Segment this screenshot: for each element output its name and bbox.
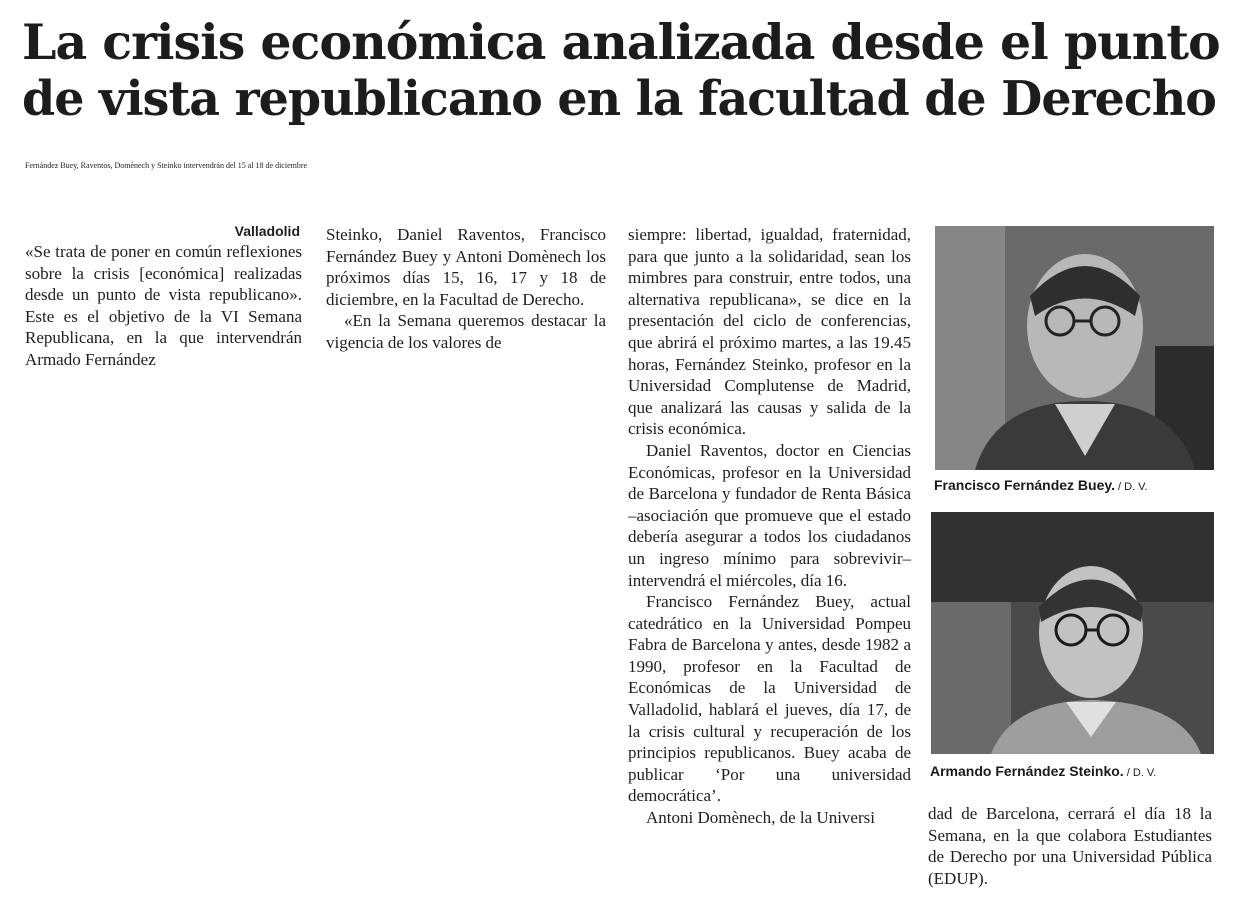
portrait-illustration bbox=[931, 512, 1214, 754]
article-column-4 bbox=[928, 803, 1212, 889]
paragraph: Francisco Fernández Buey, actual catedrático en la Universidad Pompeu Fabra de Barcelona y antes, desde 1982 a 1990, profesor en la Facultad de Económicas de la Universidad de Valladolid, hablará el jueves, día 17, de la crisis cultural y recuperación de los principios republicanos. Buey acaba de publicar ‘Por una universidad democrática’. bbox=[628, 592, 911, 806]
paragraph: Daniel Raventos, doctor en Ciencias Económicas, profesor en la Universidad de Barcelona y fundador de Renta Básica –asociación que promueve que el estado debería asegurar a todos los ciudadanos un ingreso mínimo para sobrevivir– intervendrá el miércoles, día 16. bbox=[628, 440, 911, 590]
caption-name: Francisco Fernández Buey. bbox=[934, 477, 1116, 493]
headline-line-1: La crisis económica analizada desde el punto bbox=[22, 13, 1220, 71]
caption-credit: / D. V. bbox=[1118, 481, 1148, 493]
photo-caption-2 bbox=[930, 762, 1156, 782]
paragraph: «En la Semana queremos destacar la vigencia de los valores de bbox=[326, 311, 606, 352]
headline bbox=[22, 14, 1232, 128]
caption-credit: / D. V. bbox=[1126, 767, 1157, 779]
paragraph: dad de Barcelona, cerrará el día 18 la Semana, en la que colabora Estudiantes de Derecho por una Universidad Pública (EDUP). bbox=[928, 804, 1212, 888]
photo-francisco-fernandez-buey bbox=[935, 226, 1214, 470]
paragraph: siempre: libertad, igualdad, fraternidad, para que junto a la solidaridad, sean los mimbres para construir, entre todos, una alternativa republicana», se dice en la presentación del ciclo de conferencias, que abrirá el próximo martes, a las 19.45 horas, Fernández Steinko, profesor en la Universidad Complutense de Madrid, que analizará las causas y salida de la crisis económica. bbox=[628, 225, 911, 439]
caption-name: Armando Fernández Steinko. bbox=[930, 763, 1124, 779]
paragraph: Steinko, Daniel Raventos, Francisco Fernández Buey y Antoni Domènech los próximos días 15, 16, 17 y 18 de diciembre, en la Facultad de Derecho. bbox=[326, 225, 606, 309]
paragraph: Antoni Domènech, de la Universi bbox=[646, 808, 875, 828]
subtitle: Fernández Buey, Raventos, Domènech y Steinko intervendrán del 15 al 18 de diciembre bbox=[25, 161, 308, 170]
photo-caption-1 bbox=[934, 476, 1148, 496]
photo-armando-fernandez-steinko bbox=[931, 512, 1214, 754]
headline-line-2: de vista republicano en la facultad de Derecho bbox=[22, 71, 1216, 127]
portrait-illustration bbox=[935, 226, 1214, 470]
dateline: Valladolid bbox=[234, 223, 300, 239]
article-column-3 bbox=[628, 224, 911, 829]
article-column-1 bbox=[25, 224, 302, 371]
paragraph: «Se trata de poner en común reflexiones sobre la crisis [económica] realizadas desde un punto de vista republicano». Este es el objetivo de la VI Semana Republicana, en la que intervendrán Armado Fernández bbox=[25, 242, 302, 369]
article-column-2 bbox=[326, 224, 606, 354]
